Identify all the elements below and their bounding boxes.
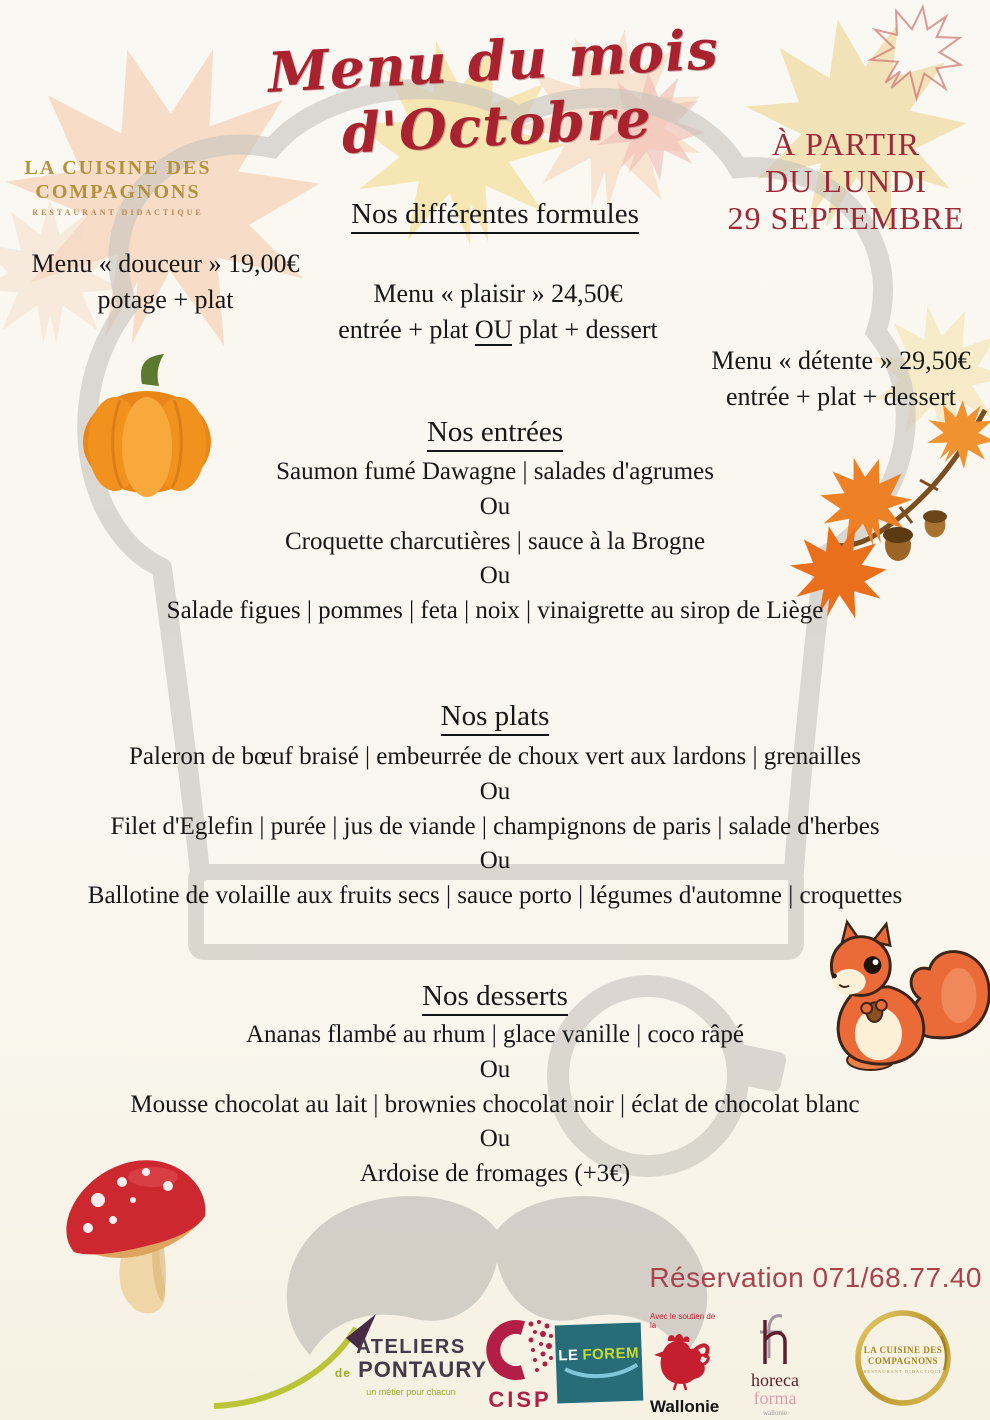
dish-line: Ananas flambé au rhum | glace vanille | coco râpé [246,1021,744,1048]
dish-line: Mousse chocolat au lait | brownies chocolat noir | éclat de chocolat blanc [130,1090,860,1118]
page-title: Menu du mois d'Octobre [266,16,721,167]
formule-douceur [8,246,323,318]
effective-date-line2: DU LUNDI [765,163,927,199]
reservation-phone: Réservation 071/68.77.40 [649,1262,982,1293]
forem-square [555,1323,644,1404]
horeca-forma-logo [737,1312,813,1417]
formule-plaisir-desc: entrée + plat OU plat + dessert [338,315,658,344]
desserts-list [0,1018,990,1192]
cisp-mark-icon [478,1318,558,1382]
ou-separator: Ou [479,492,511,520]
forem-logo [556,1324,642,1402]
ou-separator: Ou [479,847,511,875]
formules-heading: Nos différentes formules [0,198,990,231]
ou-separator: Ou [479,562,511,590]
brand-name-line1: LA CUISINE DES [24,157,212,179]
formule-douceur-name: Menu « douceur » 19,00€ [31,249,300,278]
brand-tagline: RESTAURANT DIDACTIQUE [32,208,204,217]
formule-detente [696,343,986,415]
dish-line: Ardoise de fromages (+3€) [359,1160,631,1188]
horeca-hf-icon [752,1312,798,1366]
compagnons-label-line3: RESTAURANT DIDACTIQUE [863,1368,943,1374]
formule-detente-desc: entrée + plat + dessert [725,382,956,411]
formule-plaisir-name: Menu « plaisir » 24,50€ [373,279,623,308]
formule-plaisir [288,276,708,348]
dish-line: Croquette charcutières | sauce à la Brogne [284,527,706,555]
formule-douceur-desc: potage + plat [97,285,234,314]
ateliers-pontaury-logo [208,1310,498,1415]
entrees-heading: Nos entrées [0,416,990,449]
dish-line: Ballotine de volaille aux fruits secs | sauce porto | légumes d'automne | croquettes [87,882,903,910]
compagnons-label-line2: COMPAGNONS [867,1355,939,1366]
compagnons-ring-logo [838,1308,970,1412]
plats-list [0,740,990,914]
ou-separator: Ou [479,777,511,805]
entrees-list [0,455,990,629]
dish-line: Filet d'Eglefin | purée | jus de viande | champignons de paris | salade d'herbes [110,812,880,840]
formule-detente-name: Menu « détente » 29,50€ [711,346,971,375]
brand-name-line2: COMPAGNONS [35,181,201,203]
wallonie-logo [650,1312,735,1417]
ateliers-label-line2: de PONTAURY [334,1357,488,1382]
forem-swoosh-icon [559,1363,640,1382]
wallonie-label: Wallonie [650,1397,720,1416]
compagnons-label-line1: LA CUISINE DES [863,1344,943,1355]
dish-line: Saumon fumé Dawagne | salades d'agrumes [276,458,714,485]
forem-label-le: LE [558,1346,579,1365]
cisp-label: CISP [488,1387,552,1412]
effective-date-line1: À PARTIR [771,126,921,162]
ou-separator: Ou [479,1055,511,1083]
partner-logos [0,1300,990,1420]
wallonie-support-text: Avec le soutien de la [650,1312,716,1330]
ateliers-label-line1: ATELIERS [356,1336,466,1358]
forem-label-forem: FOREM [582,1344,640,1364]
ou-separator: Ou [479,1125,511,1153]
desserts-heading: Nos desserts [0,980,990,1013]
horeca-label-line2: forma [753,1388,797,1408]
horeca-label-line1: horeca [751,1370,799,1390]
horeca-label-line3: wallonie [762,1409,788,1417]
cisp-logo [478,1318,562,1413]
formule-plaisir-ou: OU [474,315,513,344]
dish-line: Paleron de bœuf braisé | embeurrée de choux vert aux lardons | grenailles [129,743,861,770]
wallonie-rooster-icon [650,1330,712,1392]
dish-line: Salade figues | pommes | feta | noix | vinaigrette au sirop de Liège [166,597,824,625]
effective-date-line3: 29 SEPTEMBRE [727,200,965,236]
plats-heading: Nos plats [0,700,990,733]
ateliers-tagline: un métier pour chacun [366,1387,456,1397]
